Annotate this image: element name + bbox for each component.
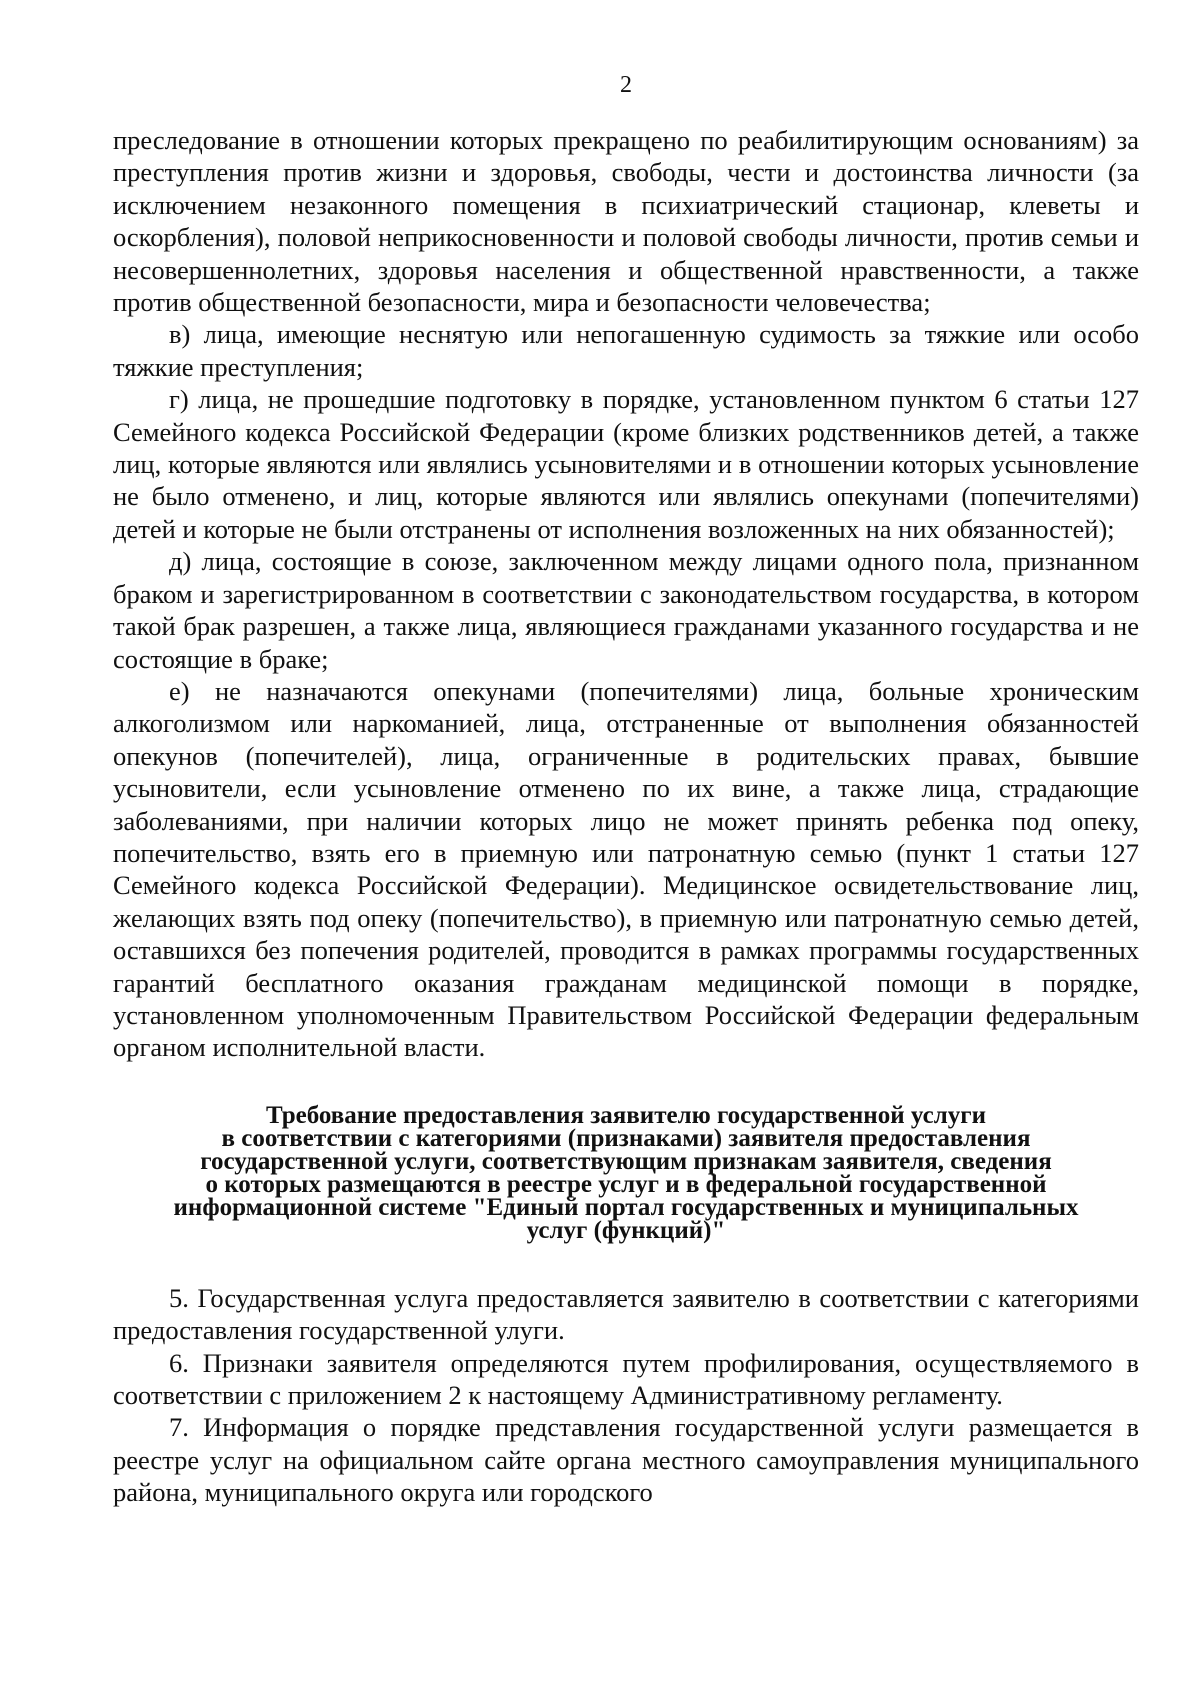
page-number: 2 [620, 72, 632, 98]
section-heading [113, 1101, 1139, 1244]
heading-line: Требование предоставления заявителю государственной услуги [266, 1101, 986, 1129]
heading-line: в соответствии с категориями (признаками) заявителя предоставления [221, 1124, 1031, 1152]
paragraph-d: д) лица, состоящие в союзе, заключенном между лицами одного пола, признанном браком и зарегистрированном в соответствии с законодательством государства, в котором такой брак разрешен, а также лица, являющиеся гражданами указанного государства и не состоящие в браке; [113, 546, 1139, 674]
paragraph-e: е) не назначаются опекунами (попечителями) лица, больные хроническим алкоголизмом или наркоманией, лица, отстраненные от выполнения обязанностей опекунов (попечителей), лица, ограниченные в родительских правах, бывшие усыновители, если усыновление отменено по их вине, а также лица, страдающие заболеваниями, при наличии которых лицо не может принять ребенка под опеку, попечительство, взять его в приемную или патронатную семью (пункт 1 статьи 127 Семейного кодекса Российской Федерации). Медицинское освидетельствование лиц, желающих взять под опеку (попечительство), в приемную или патронатную семью детей, оставшихся без попечения родителей, проводится в рамках программы государственных гарантий бесплатного оказания гражданам медицинской помощи в порядке, установленном уполномоченным Правительством Российской Федерации федеральным органом исполнительной власти. [113, 675, 1139, 1063]
body-text-top [113, 124, 1139, 1064]
paragraph-v: в) лица, имеющие неснятую или непогашенную судимость за тяжкие или особо тяжкие преступления; [113, 319, 1139, 382]
paragraph-7: 7. Информация о порядке представления государственной услуги размещается в реестре услуг на официальном сайте органа местного самоуправления муниципального района, муниципального округа или городского [113, 1412, 1139, 1508]
paragraph-g: г) лица, не прошедшие подготовку в порядке, установленном пунктом 6 статьи 127 Семейного кодекса Российской Федерации (кроме близких родственников детей, а также лиц, которые являются или являлись усыновителями и в отношении которых усыновление не было отменено, и лиц, которые являются или являлись опекунами (попечителями) детей и которые не были отстранены от исполнения возложенных на них обязанностей); [113, 384, 1139, 544]
paragraph-5: 5. Государственная услуга предоставляется заявителю в соответствии с категориями предоставления государственной улуги. [113, 1282, 1139, 1346]
heading-line: услуг (функций)" [526, 1216, 726, 1244]
document-page [113, 70, 1139, 1509]
heading-line: о которых размещаются в реестре услуг и в федеральной государственной [205, 1170, 1047, 1198]
heading-line: государственной услуги, соответствующим признакам заявителя, сведения [200, 1147, 1052, 1175]
body-text-bottom [113, 1282, 1139, 1509]
paragraph-6: 6. Признаки заявителя определяются путем профилирования, осуществляемого в соответствии с приложением 2 к настоящему Административному регламенту. [113, 1347, 1139, 1410]
heading-line: информационной системе "Единый портал государственных и муниципальных [173, 1193, 1079, 1221]
paragraph-b-continuation: преследование в отношении которых прекращено по реабилитирующим основаниям) за преступления против жизни и здоровья, свободы, чести и достоинства личности (за исключением незаконного помещения в психиатрический стационар, клеветы и оскорбления), половой неприкосновенности и половой свободы личности, против семьи и несовершеннолетних, здоровья населения и общественной нравственности, а также против общественной безопасности, мира и безопасности человечества; [113, 125, 1139, 318]
